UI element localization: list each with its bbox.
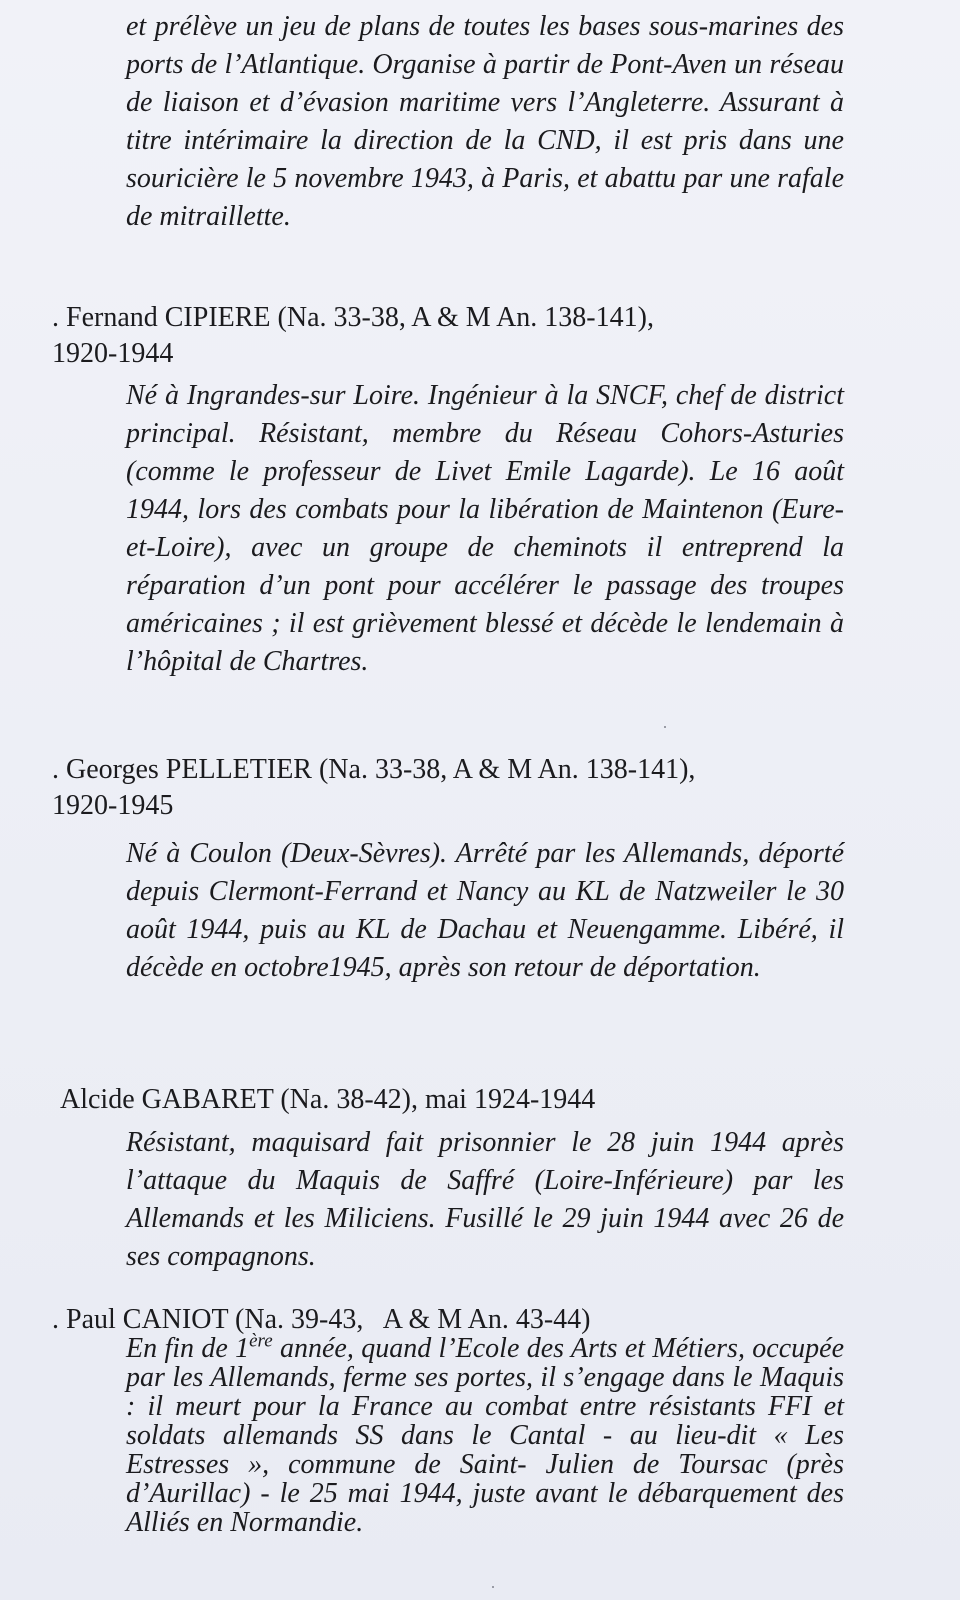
entry-heading-gabaret: [60, 1082, 860, 1118]
entry-heading-pelletier: [52, 752, 852, 824]
entry-heading-line: . Georges PELLETIER (Na. 33-38, A & M An. 138-141),: [52, 754, 696, 785]
bio-prefix: En fin de 1: [126, 1333, 250, 1364]
entry-dates: 1920-1944: [52, 338, 174, 369]
entry-bio-gabaret: Résistant, maquisard fait prisonnier le 28 juin 1944 après l’attaque du Maquis de Saffré (Loire-Inférieure) par les Allemands et les Miliciens. Fusillé le 29 juin 1944 avec 26 de ses compagnons.: [126, 1127, 844, 1272]
entry-heading-line: Alcide GABARET (Na. 38-42), mai 1924-1944: [60, 1084, 596, 1115]
bio-superscript: ère: [249, 1330, 273, 1352]
entry-bio-cipiere: Né à Ingrandes-sur Loire. Ingénieur à la SNCF, chef de district principal. Résistant, membre du Réseau Cohors-Asturies (comme le professeur de Livet Emile Lagarde). Le 16 août 1944, lors des combats pour la libération de Maintenon (Eure-et-Loire), avec un groupe de cheminots il entreprend la réparation d’un pont pour accélérer le passage des troupes américaines ; il est grièvement blessé et décède le lendemain à l’hôpital de Chartres.: [126, 380, 844, 677]
entry-heading-cipiere: [52, 300, 852, 372]
intro-paragraph: et prélève un jeu de plans de toutes les bases sous-marines des ports de l’Atlantique. Organise à partir de Pont-Aven un réseau de liaison et d’évasion maritime vers l’Angleterre. Assurant à titre intérimaire la direction de la CND, il est pris dans une souricière le 5 novembre 1943, à Paris, et abattu par une rafale de mitraillette.: [126, 11, 844, 232]
entry-bio-caniot: [126, 1330, 845, 1538]
entry-heading-line: . Paul CANIOT (Na. 39-43, A & M An. 43-44): [52, 1304, 591, 1335]
entry-bio-pelletier: Né à Coulon (Deux-Sèvres). Arrêté par les Allemands, déporté depuis Clermont-Ferrand et Nancy au KL de Natzweiler le 30 août 1944, puis au KL de Dachau et Neuengamme. Libéré, il décède en octobre1945, après son retour de déportation.: [126, 838, 844, 983]
entry-heading-line: . Fernand CIPIERE (Na. 33-38, A & M An. 138-141),: [52, 302, 654, 333]
entry-dates: 1920-1945: [52, 790, 174, 821]
paper-speck: [664, 726, 666, 728]
paper-speck: [492, 1586, 494, 1588]
bio-text: année, quand l’Ecole des Arts et Métiers, occupée par les Allemands, ferme ses portes, il s’engage dans le Maquis : il meurt pour la France au combat entre résistants FFI et soldats allemands SS dans le Cantal - au lieu-dit « Les Estresses », commune de Saint- Julien de Toursac (près d’Aurillac) - le 25 mai 1944, juste avant le débarquement des Alliés en Normandie.: [126, 1333, 845, 1538]
